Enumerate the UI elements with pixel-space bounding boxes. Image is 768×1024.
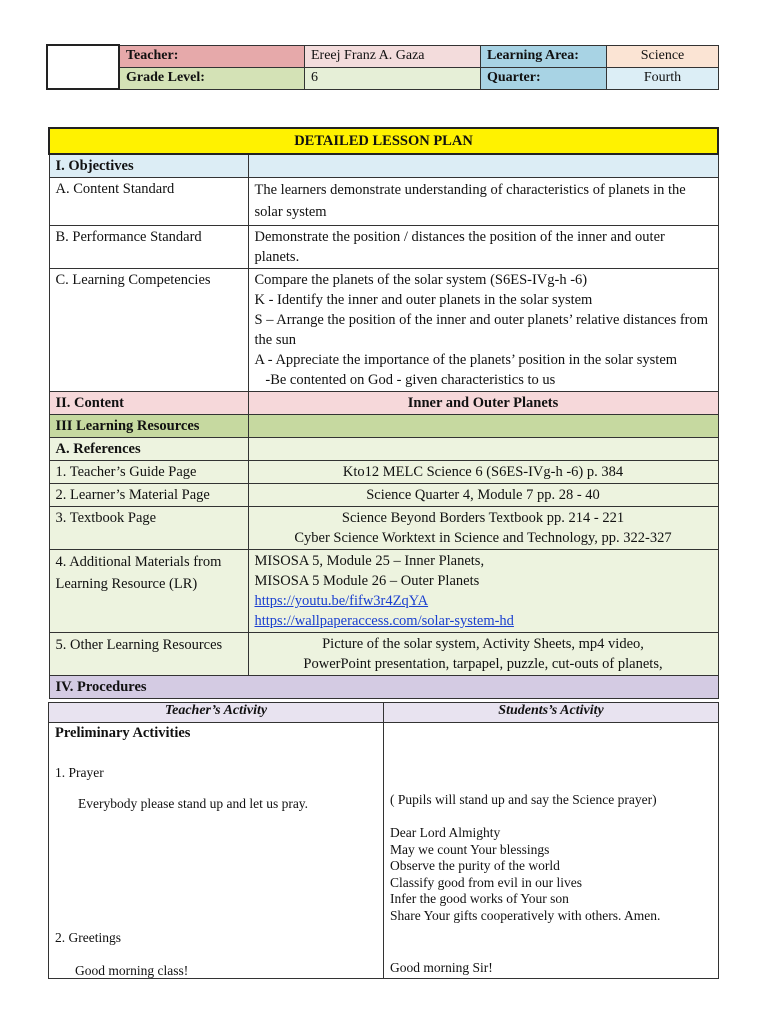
teacher-activity-column <box>49 723 384 979</box>
content-value: Inner and Outer Planets <box>248 391 718 414</box>
references-label: A. References <box>49 437 248 460</box>
competency-line: Compare the planets of the solar system (S6ES-IVg-h -6) <box>254 271 588 288</box>
prayer-line: Share Your gifts cooperatively with others. Amen. <box>390 907 661 923</box>
textbook-label: 3. Textbook Page <box>49 506 248 549</box>
additional-line: MISOSA 5 Module 26 – Outer Planets <box>254 572 480 589</box>
additional-materials-value <box>248 549 718 632</box>
plan-title: DETAILED LESSON PLAN <box>49 128 718 154</box>
other-resources-label: 5. Other Learning Resources <box>49 632 248 675</box>
teacher-label: Teacher: <box>119 45 305 67</box>
competency-line: S – Arrange the position of the inner and outer planets’ relative distances from the sun <box>254 311 709 348</box>
other-resources-value <box>248 632 718 675</box>
lesson-plan-table <box>48 127 719 699</box>
teachers-guide-label: 1. Teacher’s Guide Page <box>49 460 248 483</box>
preliminary-activities: Preliminary Activities <box>55 725 191 741</box>
other-line: Picture of the solar system, Activity Sheets, mp4 video, <box>322 635 644 652</box>
science-prayer <box>390 825 660 925</box>
other-line: PowerPoint presentation, tarpapel, puzzle, cut-outs of planets, <box>303 655 663 672</box>
learning-area-label: Learning Area: <box>481 45 607 67</box>
prayer-teacher-line: Everybody please stand up and let us pray. <box>78 796 309 811</box>
content-standard-value: The learners demonstrate understanding of characteristics of planets in the solar system <box>248 178 718 226</box>
competency-line: K - Identify the inner and outer planets in the solar system <box>254 291 593 308</box>
header-blank-cell <box>47 45 119 89</box>
procedures-label: IV. Procedures <box>49 675 718 698</box>
objectives-label: I. Objectives <box>49 154 248 178</box>
prayer-line: Observe the purity of the world <box>390 858 560 874</box>
competency-line: A - Appreciate the importance of the planets’ position in the solar system <box>254 351 678 368</box>
quarter-label: Quarter: <box>481 67 607 89</box>
student-activity-column <box>384 723 719 979</box>
prayer-line: Dear Lord Almighty <box>390 825 501 840</box>
greetings-student-line: Good morning Sir! <box>390 960 493 975</box>
textbook-value <box>248 506 718 549</box>
resources-label: III Learning Resources <box>49 414 248 437</box>
procedures-table <box>48 702 719 979</box>
prayer-line: May we count Your blessings <box>390 841 550 857</box>
additional-line: MISOSA 5, Module 25 – Inner Planets, <box>254 552 485 569</box>
competencies-label: C. Learning Competencies <box>49 268 248 391</box>
competency-line: -Be contented on God - given characteristics to us <box>254 371 556 388</box>
competencies-value <box>248 268 718 391</box>
prayer-student-intro: ( Pupils will stand up and say the Science prayer) <box>390 792 657 807</box>
content-label: II. Content <box>49 391 248 414</box>
prayer-label: 1. Prayer <box>55 765 104 780</box>
performance-standard-label: B. Performance Standard <box>49 225 248 268</box>
greetings-label: 2. Greetings <box>55 930 121 945</box>
quarter-value: Fourth <box>607 67 719 89</box>
learners-material-label: 2. Learner’s Material Page <box>49 483 248 506</box>
resources-value <box>248 414 718 437</box>
lesson-header-table <box>46 44 719 90</box>
grade-value: 6 <box>305 67 481 89</box>
wallpaper-link[interactable]: https://wallpaperaccess.com/solar-system-hd <box>254 612 514 629</box>
objectives-value <box>248 154 718 178</box>
teachers-guide-value: Kto12 MELC Science 6 (S6ES-IVg-h -6) p. 384 <box>248 460 718 483</box>
grade-label: Grade Level: <box>119 67 305 89</box>
learners-material-value: Science Quarter 4, Module 7 pp. 28 - 40 <box>248 483 718 506</box>
greetings-teacher-line: Good morning class! <box>75 963 189 978</box>
textbook-line: Cyber Science Worktext in Science and Technology, pp. 322-327 <box>294 529 672 546</box>
textbook-line: Science Beyond Borders Textbook pp. 214 - 221 <box>341 509 625 526</box>
teacher-activity-header: Teacher’s Activity <box>49 703 384 723</box>
prayer-line: Infer the good works of Your son <box>390 891 569 907</box>
performance-standard-value: Demonstrate the position / distances the position of the inner and outer planets. <box>248 225 718 268</box>
references-value <box>248 437 718 460</box>
prayer-line: Classify good from evil in our lives <box>390 874 582 890</box>
student-activity-header: Students’s Activity <box>384 703 719 723</box>
learning-area-value: Science <box>607 45 719 67</box>
youtube-link[interactable]: https://youtu.be/fifw3r4ZqYA <box>254 592 429 609</box>
content-standard-label: A. Content Standard <box>49 178 248 226</box>
additional-materials-label: 4. Additional Materials from Learning Resource (LR) <box>49 549 248 632</box>
teacher-value: Ereej Franz A. Gaza <box>305 45 481 67</box>
